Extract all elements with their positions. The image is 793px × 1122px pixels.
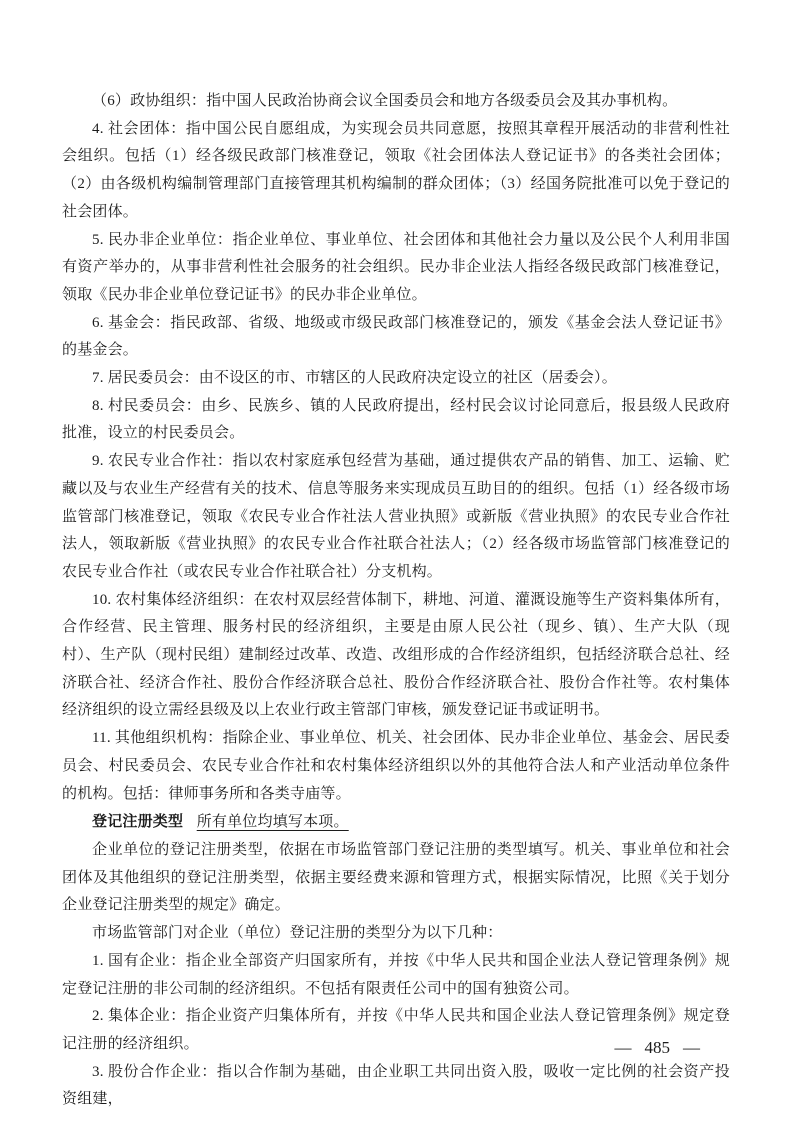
para-item5-private-non-enterprise-units: 5. 民办非企业单位：指企业单位、事业单位、社会团体和其他社会力量以及公民个人利用非国有资产举办的，从事非营利性社会服务的社会组织。民办非企业法人指经各级民政部门核准登记，领取《民办非企业单位登记证书》的民办非企业单位。 xyxy=(62,231,730,303)
section-heading-registration-type xyxy=(62,808,730,837)
footer-dash-left: — xyxy=(614,1038,632,1057)
registration-type-heading-term: 登记注册类型 xyxy=(92,813,184,831)
para-cppcc-organizations: （6）政协组织：指中国人民政治协商会议全国委员会和地方各级委员会及其办事机构。 xyxy=(92,93,678,109)
para-item10-rural-collective-economic-organizations: 10. 农村集体经济组织：在农村双层经营体制下，耕地、河道、灌溉设施等生产资料集体所有，合作经营、民主管理、服务村民的经济组织，主要是由原人民公社（现乡、镇）、生产大队（现村）、生产队（现村民组）建制经过改革、改造、改组形成的合作经济组织，包括经济联合总社、经济联合社、经济合作社、股份合作经济联合总社、股份合作经济联合社、股份合作社等。农村集体经济组织的设立需经县级及以上农业行政主管部门审核，颁发登记证书或证明书。 xyxy=(62,591,730,719)
para-item7-residents-committees: 7. 居民委员会：由不设区的市、市辖区的人民政府决定设立的社区（居委会）。 xyxy=(92,370,617,387)
para-registration-categories-lead: 市场监管部门对企业（单位）登记注册的类型分为以下几种： xyxy=(92,925,503,942)
para-type2-collective-enterprise: 2. 集体企业：指企业资产归集体所有，并按《中华人民共和国企业法人登记管理条例》规定登记注册的经济组织。 xyxy=(62,1008,730,1052)
para-item4-social-organizations: 4. 社会团体：指中国公民自愿组成，为实现会员共同意愿，按照其章程开展活动的非营利性社会组织。包括（1）经各级民政部门核准登记，领取《社会团体法人登记证书》的各类社会团体；（2）由各级机构编制管理部门直接管理其机构编制的群众团体；（3）经国务院批准可以免于登记的社会团体。 xyxy=(62,120,730,220)
page-content xyxy=(62,88,730,1114)
registration-type-heading-note: 所有单位均填写本项。 xyxy=(196,814,349,831)
page-number: 485 xyxy=(644,1038,670,1057)
para-item6-foundations: 6. 基金会：指民政部、省级、地级或市级民政部门核准登记的，颁发《基金会法人登记证书》的基金会。 xyxy=(62,314,730,359)
para-type1-state-owned-enterprise: 1. 国有企业：指企业全部资产归国家所有，并按《中华人民共和国企业法人登记管理条例》规定登记注册的非公司制的经济组织。不包括有限责任公司中的国有独资公司。 xyxy=(62,952,730,997)
page-number-footer xyxy=(615,1038,701,1058)
para-item11-other-organizations: 11. 其他组织机构：指除企业、事业单位、机关、社会团体、民办非企业单位、基金会、居民委员会、村民委员会、农民专业合作社和农村集体经济组织以外的其他符合法人和产业活动单位条件的机构。包括：律师事务所和各类寺庙等。 xyxy=(62,730,730,802)
para-type3-share-cooperative-enterprise: 3. 股份合作企业：指以合作制为基础，由企业职工共同出资入股，吸收一定比例的社会资产投资组建， xyxy=(62,1063,730,1108)
para-registration-intro: 企业单位的登记注册类型，依据在市场监管部门登记注册的类型填写。机关、事业单位和社会团体及其他组织的登记注册类型，依据主要经费来源和管理方式，根据实际情况，比照《关于划分企业登记注册类型的规定》确定。 xyxy=(62,841,730,914)
para-item8-villagers-committees: 8. 村民委员会：由乡、民族乡、镇的人民政府提出，经村民会议讨论同意后，报县级人民政府批准，设立的村民委员会。 xyxy=(62,397,730,442)
para-item9-farmers-cooperatives: 9. 农民专业合作社：指以农村家庭承包经营为基础，通过提供农产品的销售、加工、运输、贮藏以及与农业生产经营有关的技术、信息等服务来实现成员互助目的的组织。包括（1）经各级市场监管部门核准登记，领取《农民专业合作社法人营业执照》或新版《营业执照》的农民专业合作社法人，领取新版《营业执照》的农民专业合作社联合社法人；（2）经各级市场监管部门核准登记的农民专业合作社（或农民专业合作社联合社）分支机构。 xyxy=(62,453,730,580)
footer-dash-right: — xyxy=(683,1038,700,1057)
